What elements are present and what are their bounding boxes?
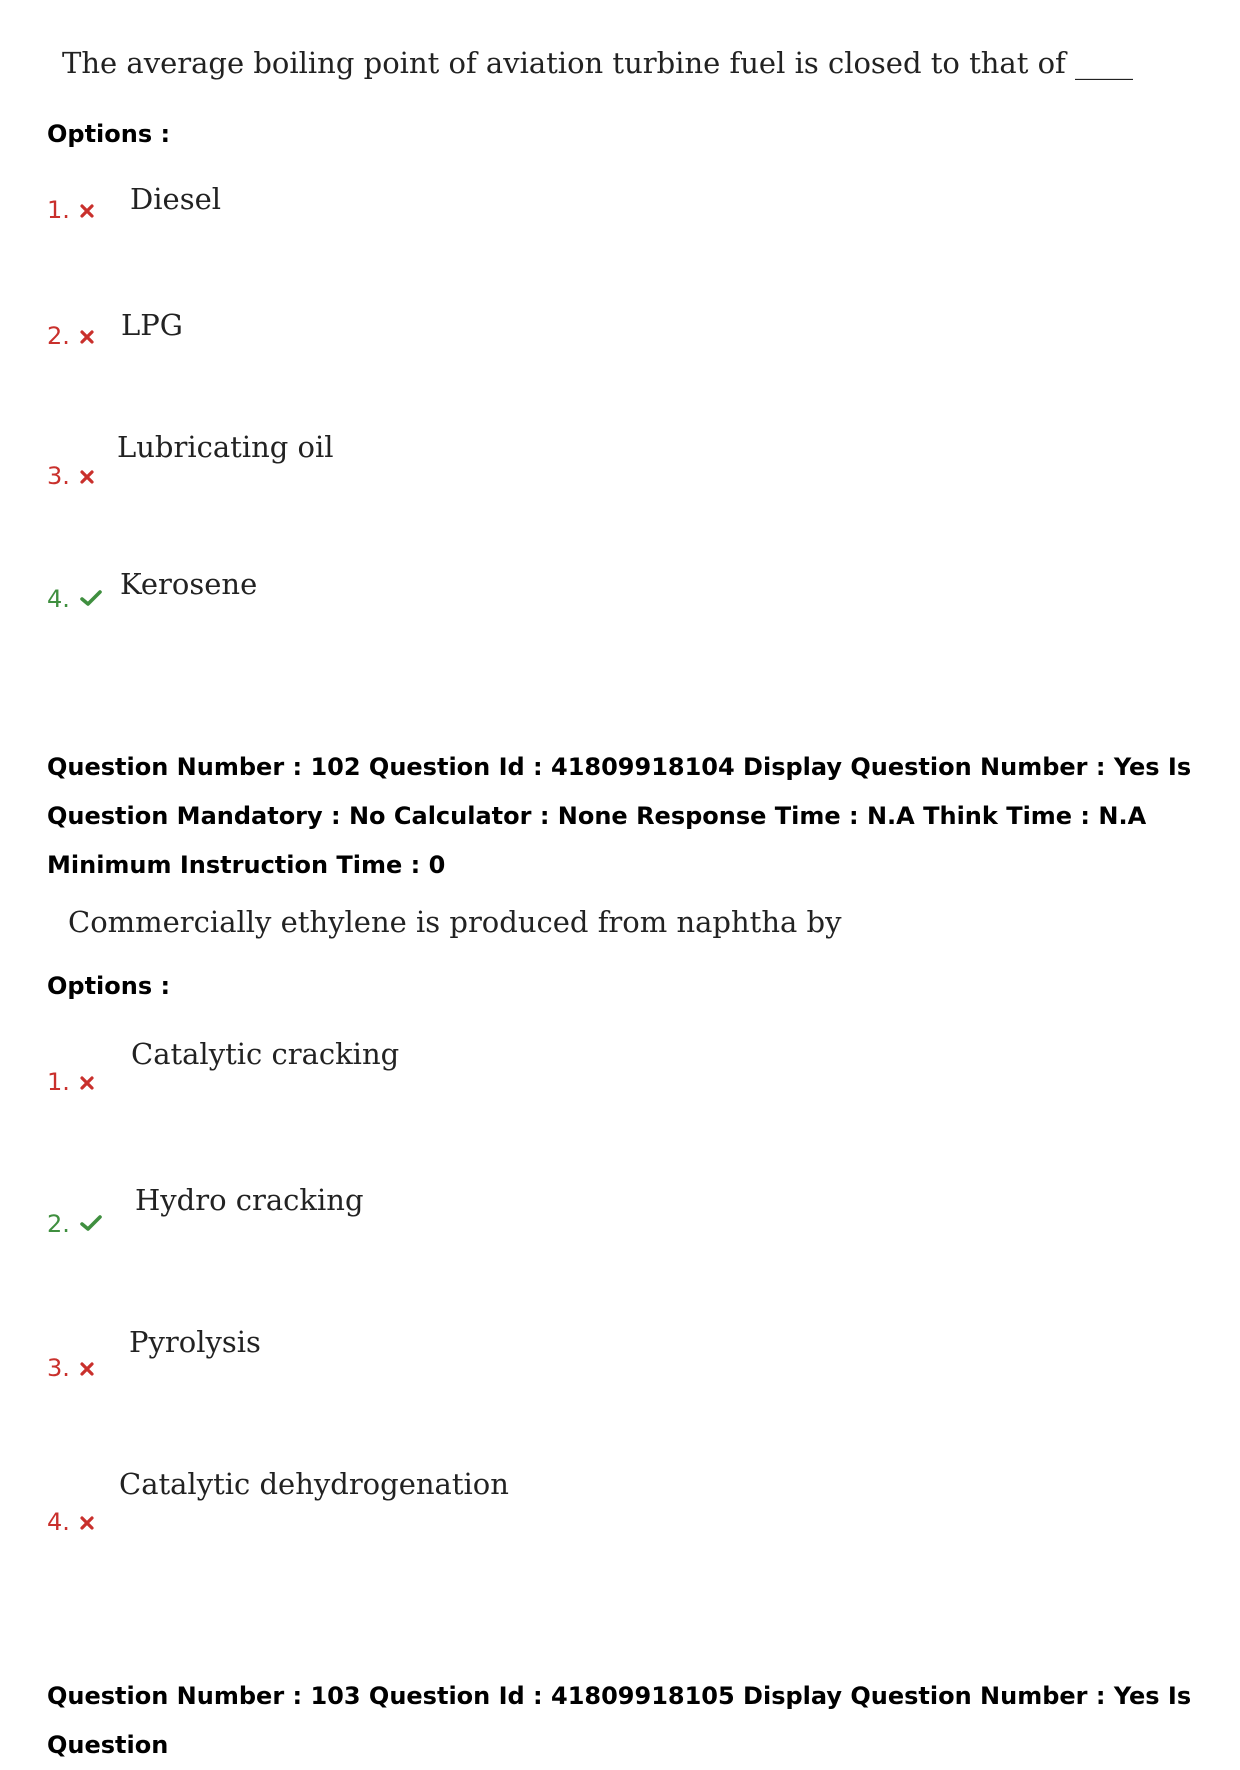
option-number-4 [47, 1508, 94, 1536]
option-number-label: 1. [47, 196, 70, 224]
option-number-3 [47, 1354, 94, 1382]
option-number-label: 2. [47, 322, 70, 350]
option-number-4 [47, 585, 102, 613]
option-number-1 [47, 1068, 94, 1096]
cross-icon [80, 1354, 94, 1382]
option-text: Catalytic dehydrogenation [119, 1467, 509, 1501]
check-icon [80, 1210, 102, 1238]
option-text: Catalytic cracking [131, 1037, 400, 1071]
option-number-label: 4. [47, 1508, 70, 1536]
option-number-3 [47, 462, 94, 490]
cross-icon [80, 1508, 94, 1536]
question-text: Commercially ethylene is produced from naphtha by [68, 905, 842, 939]
options-label: Options : [47, 972, 171, 1000]
option-text: Lubricating oil [117, 430, 334, 464]
cross-icon [80, 462, 94, 490]
option-number-label: 3. [47, 1354, 70, 1382]
option-text: Pyrolysis [129, 1325, 261, 1359]
option-number-2 [47, 1210, 102, 1238]
option-number-2 [47, 322, 94, 350]
option-number-label: 1. [47, 1068, 70, 1096]
option-number-label: 4. [47, 585, 70, 613]
option-text: Kerosene [120, 567, 258, 601]
cross-icon [80, 1068, 94, 1096]
check-icon [80, 585, 102, 613]
option-number-label: 3. [47, 462, 70, 490]
cross-icon [80, 196, 94, 224]
question-text: The average boiling point of aviation turbine fuel is closed to that of ____ [62, 46, 1133, 80]
option-text: Hydro cracking [135, 1183, 364, 1217]
question-meta: Question Number : 103 Question Id : 41809918105 Display Question Number : Yes Is Question [47, 1682, 1192, 1759]
option-text: LPG [121, 308, 183, 342]
option-text: Diesel [130, 182, 222, 216]
cross-icon [80, 322, 94, 350]
option-number-1 [47, 196, 94, 224]
question-meta: Question Number : 102 Question Id : 41809918104 Display Question Number : Yes Is Question Mandatory : No Calculator : None Response Time : N.A Think Time : N.A Minimum Instruction Time : 0 [47, 753, 1192, 879]
options-label: Options : [47, 120, 171, 148]
option-number-label: 2. [47, 1210, 70, 1238]
